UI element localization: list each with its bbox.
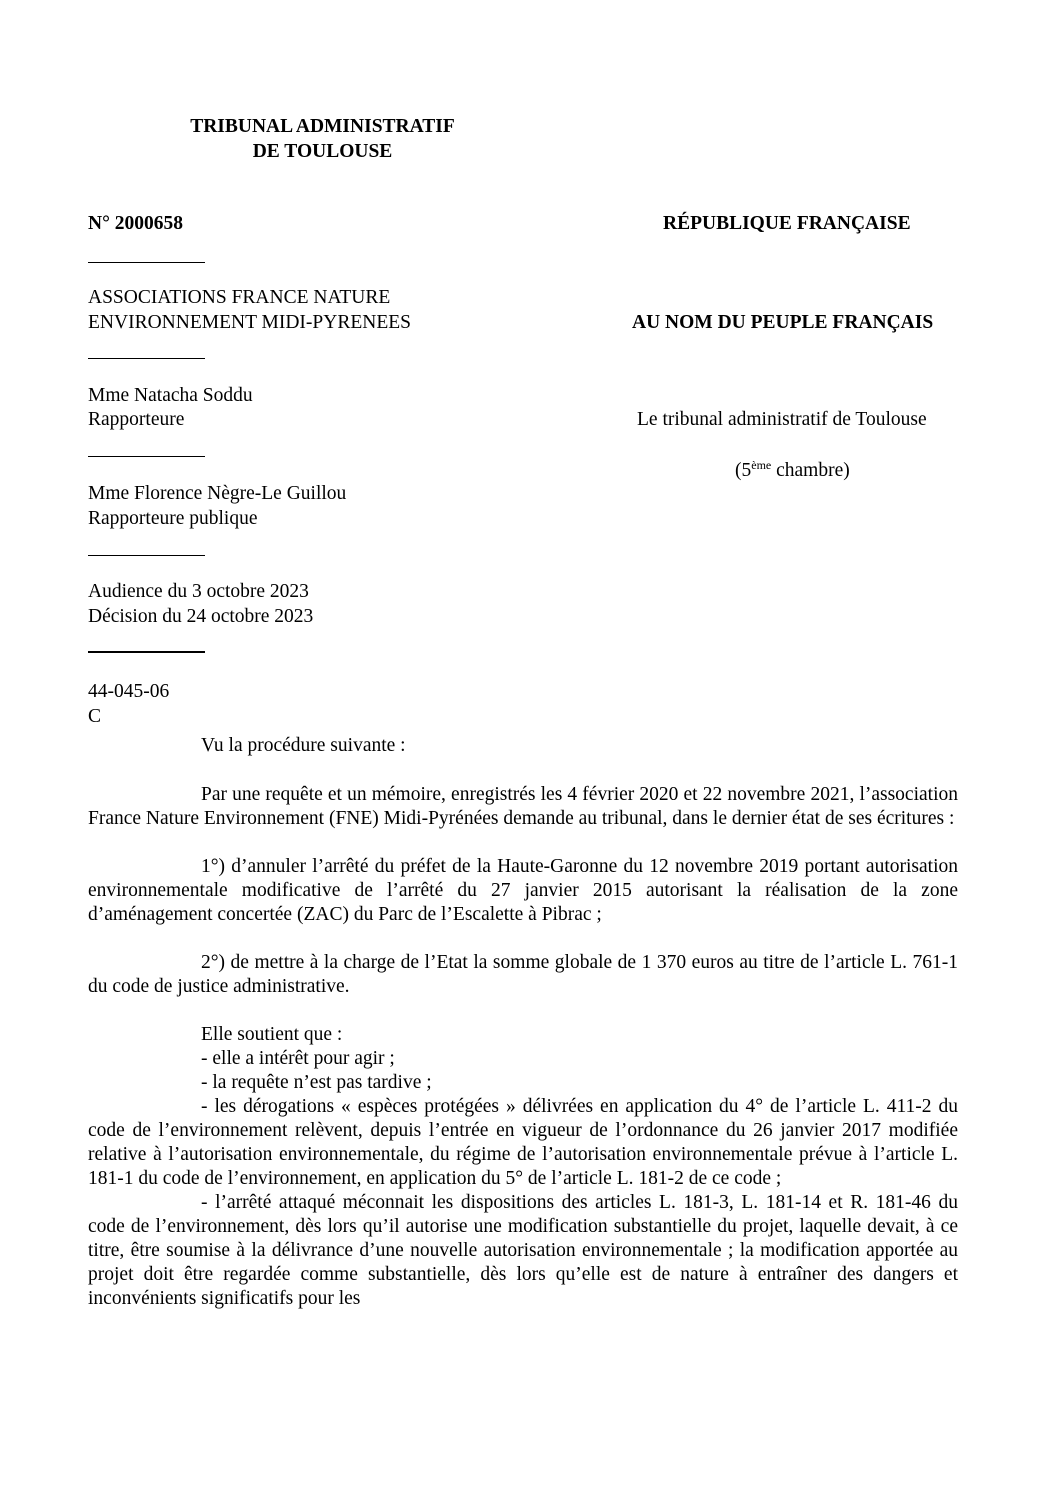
chamber-suffix: chambre) — [771, 460, 850, 481]
paragraph-request: Par une requête et un mémoire, enregistrés les 4 février 2020 et 22 novembre 2021, l’association France Nature Environnement (FNE) Midi-Pyrénées demande au tribunal, dans le dernier état de ses écritures : — [88, 784, 958, 829]
separator-line — [88, 456, 205, 457]
republic-heading: RÉPUBLIQUE FRANÇAISE — [663, 213, 911, 234]
argument-item: - l’arrêté attaqué méconnait les dispositions des articles L. 181-3, L. 181-14 et R. 181-46 du code de l’environnement, dès lors qu’il autorise une modification substantielle du projet, laquelle devait, à ce titre, être soumise à la délivrance d’une nouvelle autorisation environnementale ; la modification apportée au projet doit être regardée comme substantielle, dès lors qu’elle est de nature à entraîner des dangers et inconvénients significatifs pour les — [88, 1192, 958, 1309]
case-number: N° 2000658 — [88, 213, 184, 234]
decision-date: Décision du 24 octobre 2023 — [88, 606, 314, 627]
public-rapporteur-name: Mme Florence Nègre-Le Guillou — [88, 483, 347, 504]
paragraph-conclusion-1: 1°) d’annuler l’arrêté du préfet de la Haute-Garonne du 12 novembre 2019 portant autorisation environnementale modificative de l’arrêté du 27 janvier 2015 autorisant la réalisation de la zone d’aménagement concertée (ZAC) du Parc de l’Escalette à Pibrac ; — [88, 856, 958, 925]
court-header — [150, 114, 495, 164]
court-name-line2: DE TOULOUSE — [252, 141, 393, 162]
hearing-date: Audience du 3 octobre 2023 — [88, 581, 309, 602]
rapporteur-name: Mme Natacha Soddu — [88, 385, 253, 406]
body-text — [88, 783, 958, 1311]
argument-item: - la requête n’est pas tardive ; — [201, 1072, 432, 1093]
chamber-prefix: (5 — [735, 460, 752, 481]
tribunal-name: Le tribunal administratif de Toulouse — [637, 409, 927, 430]
separator-line-bold — [88, 651, 205, 653]
separator-line — [88, 262, 205, 263]
paragraph-arguments-intro: Elle soutient que : — [201, 1024, 343, 1045]
party-name-line1: ASSOCIATIONS FRANCE NATURE — [88, 287, 391, 308]
rapporteur-role: Rapporteure — [88, 409, 185, 430]
publication-category: C — [88, 706, 102, 727]
argument-item: - les dérogations « espèces protégées » délivrées en application du 4° de l’article L. 411-2 du code de l’environnement relèvent, depuis l’entrée en vigueur de l’ordonnance du 26 janvier 2017 modifiée relative à l’autorisation environnementale, du régime de l’autorisation environnementale prévue à l’article L. 181-1 du code de l’environnement, en application du 5° de l’article L. 181-2 de ce code ; — [88, 1096, 958, 1189]
separator-line — [88, 358, 205, 359]
procedure-intro: Vu la procédure suivante : — [201, 735, 406, 756]
paragraph-conclusion-2: 2°) de mettre à la charge de l’Etat la somme globale de 1 370 euros au titre de l’article L. 761-1 du code de justice administrative. — [88, 952, 958, 997]
chamber — [735, 459, 850, 483]
public-rapporteur-role: Rapporteure publique — [88, 508, 258, 529]
party-name-line2: ENVIRONNEMENT MIDI-PYRENEES — [88, 312, 411, 333]
classification-code: 44-045-06 — [88, 681, 170, 702]
nation-heading: AU NOM DU PEUPLE FRANÇAIS — [632, 312, 934, 333]
argument-item: - elle a intérêt pour agir ; — [201, 1048, 395, 1069]
separator-line — [88, 555, 205, 556]
court-name-line1: TRIBUNAL ADMINISTRATIF — [190, 116, 455, 137]
chamber-ordinal: ème — [751, 458, 772, 472]
